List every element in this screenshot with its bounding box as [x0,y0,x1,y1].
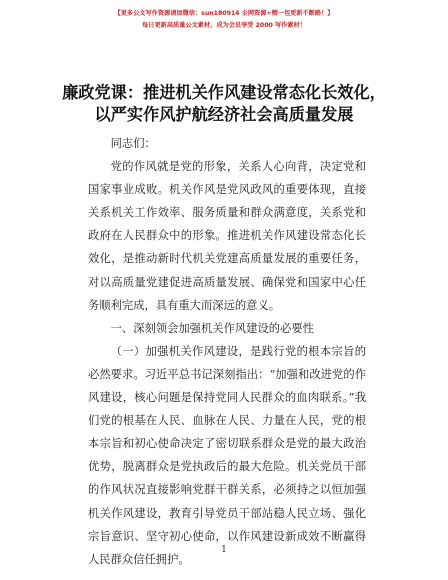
document-title [0,82,448,126]
page-number: 1 [221,545,227,555]
paragraph-intro: 党的作风就是党的形象，关系人心向背，决定党和国家事业成败。机关作风是党风政风的重要体现，直接关系机关工作效率、服务质量和群众满意度，关系党和政府在人民群众中的形象。推进机关作风建设常态化长效化，是推动新时代机关党建高质量发展的重要任务，对以高质量党建促进高质量发展、确保党和国家中心任务顺利完成，具有重大而深远的意义。 [88,160,366,312]
salutation: 同志们： [110,137,156,150]
document-title-line-2: 以严实作风护航经济社会高质量发展 [94,105,354,124]
promo-banner-line-2: 每日更新高质量公文素材，成为会员享受 2000 写作素材！ [142,22,306,29]
promo-banner [0,8,448,32]
section-heading: 一、深刻领会加强机关作风建设的必要性 [110,321,314,335]
document-body [88,132,366,571]
paragraph-section-1: （一）加强机关作风建设，是践行党的根本宗旨的必然要求。习近平总书记深刻指出：“加强和改进党的作风建设，核心问题是保持党同人民群众的血肉联系。”我们党的根基在人民、血脉在人民、力量在人民，党的根本宗旨和初心使命决定了密切联系群众是党的最大政治优势，脱离群众是党执政后的最大危险。机关党员干部的作风状况直接影响党群干群关系，必须持之以恒加强机关作风建设，教育引导党员干部站稳人民立场、强化宗旨意识、坚守初心使命，以作风建设新成效不断赢得人民群众信任拥护。 [88,344,366,566]
document-title-line-1: 廉政党课：推进机关作风建设常态化长效化， [62,83,386,102]
promo-banner-line-1: 【更多公文写作资源请加微信：sun180914 全网资源+精一包更新不断路！】 [114,10,334,17]
